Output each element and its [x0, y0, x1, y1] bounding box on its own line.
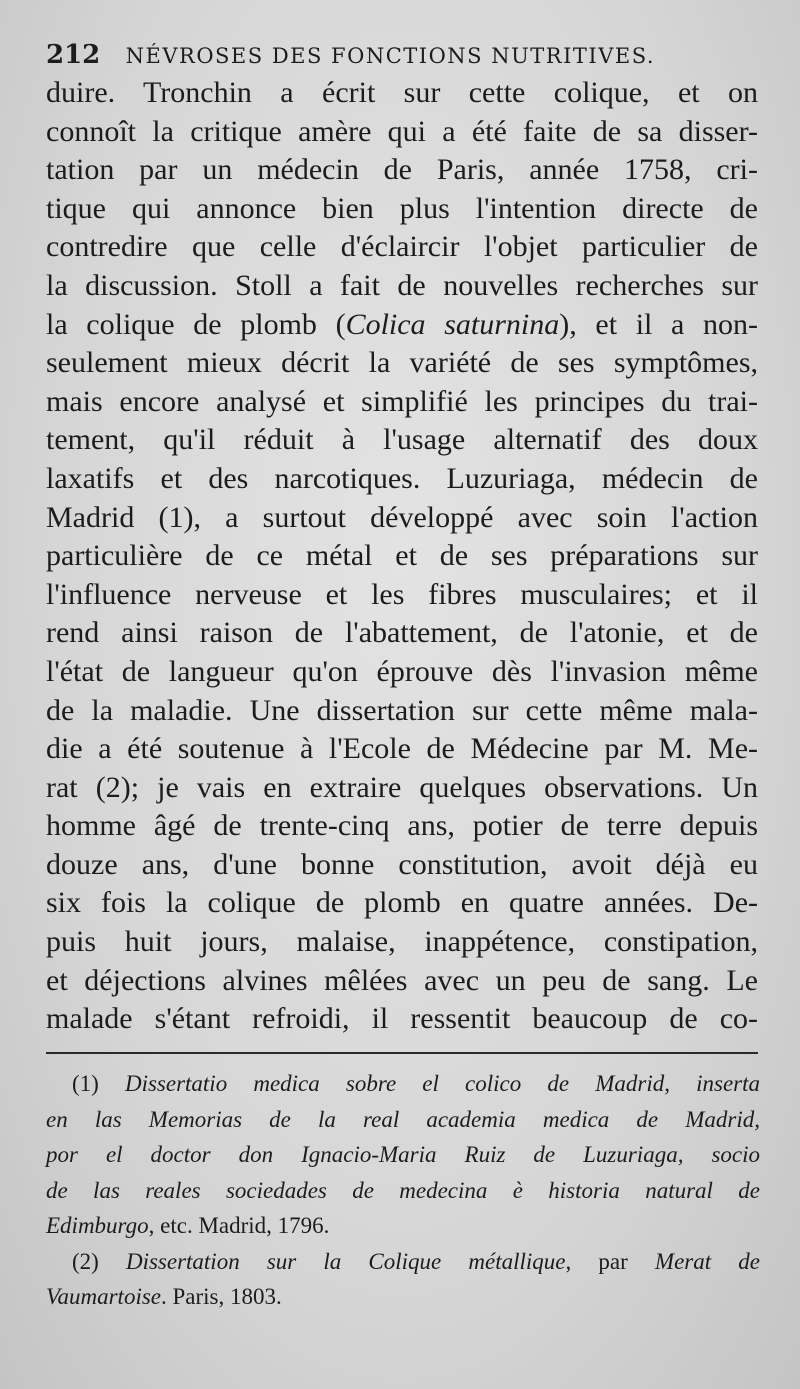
text-line: l'état de langueur qu'on éprouve dès l'invasion même: [46, 654, 758, 688]
footnote-1-place: Edimburgo: [46, 1213, 149, 1238]
footnote-1-line: [46, 1066, 760, 1102]
footnote-2-author-rest: Vaumartoise: [46, 1284, 161, 1309]
footnote-2-title: Dissertation sur la Colique métallique: [125, 1248, 566, 1274]
text-line: rend ainsi raison de l'abattement, de l'atonie, et de: [46, 616, 758, 650]
footnote-1-marker: (1): [72, 1071, 125, 1096]
footnote-1-imprint: , etc. Madrid, 1796.: [148, 1213, 330, 1238]
text-line: laxatifs et des narcotiques. Luzuriaga, médecin de: [46, 461, 758, 495]
footnote-1-title: Dissertatio medica sobre el colico de Madrid, inserta: [124, 1071, 760, 1096]
text-line: duire. Tronchin a écrit sur cette colique, et on: [46, 76, 758, 109]
text-line: tement, qu'il réduit à l'usage alternatif des doux: [46, 423, 758, 457]
footnote-2-line: [46, 1279, 760, 1315]
text-line: homme âgé de trente-cinq ans, potier de terre depuis: [46, 809, 758, 843]
text-line: contredire que celle d'éclaircir l'objet particulier de: [46, 230, 758, 264]
footnote-2-par: , par: [565, 1248, 655, 1274]
footnote-1-line: de las reales sociedades de medecina è historia natural de: [46, 1177, 760, 1203]
text-line: six fois la colique de plomb en quatre années. De-: [46, 886, 758, 920]
text-line: et déjections alvines mêlées avec un peu de sang. Le: [46, 963, 758, 997]
italic-term: Colica saturnina: [345, 307, 560, 341]
text-line: l'influence nerveuse et les fibres musculaires; et il: [46, 577, 758, 611]
footnote-2-author: Merat de: [654, 1248, 760, 1274]
text-line: rat (2); je vais en extraire quelques observations. Un: [46, 770, 758, 804]
footnotes: [46, 1066, 760, 1315]
text-line: malade s'étant refroidi, il ressentit beaucoup de co-: [46, 1002, 758, 1036]
text-line: [46, 306, 758, 345]
text-line: douze ans, d'une bonne constitution, avoit déjà eu: [46, 847, 758, 881]
text-segment: ), et il a non-: [559, 307, 758, 341]
text-line: seulement mieux décrit la variété de ses symptômes,: [46, 346, 758, 380]
footnote-2-imprint: . Paris, 1803.: [161, 1284, 282, 1309]
body-text: [46, 74, 758, 1039]
footnote-2-marker: (2): [72, 1248, 126, 1274]
text-line: Madrid (1), a surtout développé avec soin l'action: [46, 500, 758, 534]
text-line: tation par un médecin de Paris, année 1758, cri-: [46, 153, 758, 187]
footnote-1-line: en las Memorias de la real academia medica de Madrid,: [46, 1106, 760, 1132]
text-segment: la colique de plomb (: [46, 307, 346, 341]
footnote-2-line: [46, 1244, 760, 1280]
footnote-1-line: por el doctor don Ignacio-Maria Ruiz de Luzuriaga, socio: [46, 1142, 760, 1167]
footnote-1-line: [46, 1208, 760, 1244]
text-line: mais encore analysé et simplifié les principes du trai-: [46, 384, 758, 418]
text-line: puis huit jours, malaise, inappétence, constipation,: [46, 925, 758, 959]
text-line: de la maladie. Une dissertation sur cette même mala-: [46, 693, 758, 727]
text-line: tique qui annonce bien plus l'intention directe de: [46, 191, 758, 225]
page-number: 212: [46, 40, 101, 70]
text-line: particulière de ce métal et de ses préparations sur: [46, 539, 758, 573]
footnote-rule: [46, 1052, 758, 1054]
page-header: [46, 40, 758, 70]
text-line: die a été soutenue à l'Ecole de Médecine par M. Me-: [46, 732, 758, 766]
running-head: NÉVROSES DES FONCTIONS NUTRITIVES.: [125, 44, 656, 68]
text-line: la discussion. Stoll a fait de nouvelles recherches sur: [46, 268, 758, 302]
text-line: connoît la critique amère qui a été faite de sa disser-: [46, 114, 758, 148]
